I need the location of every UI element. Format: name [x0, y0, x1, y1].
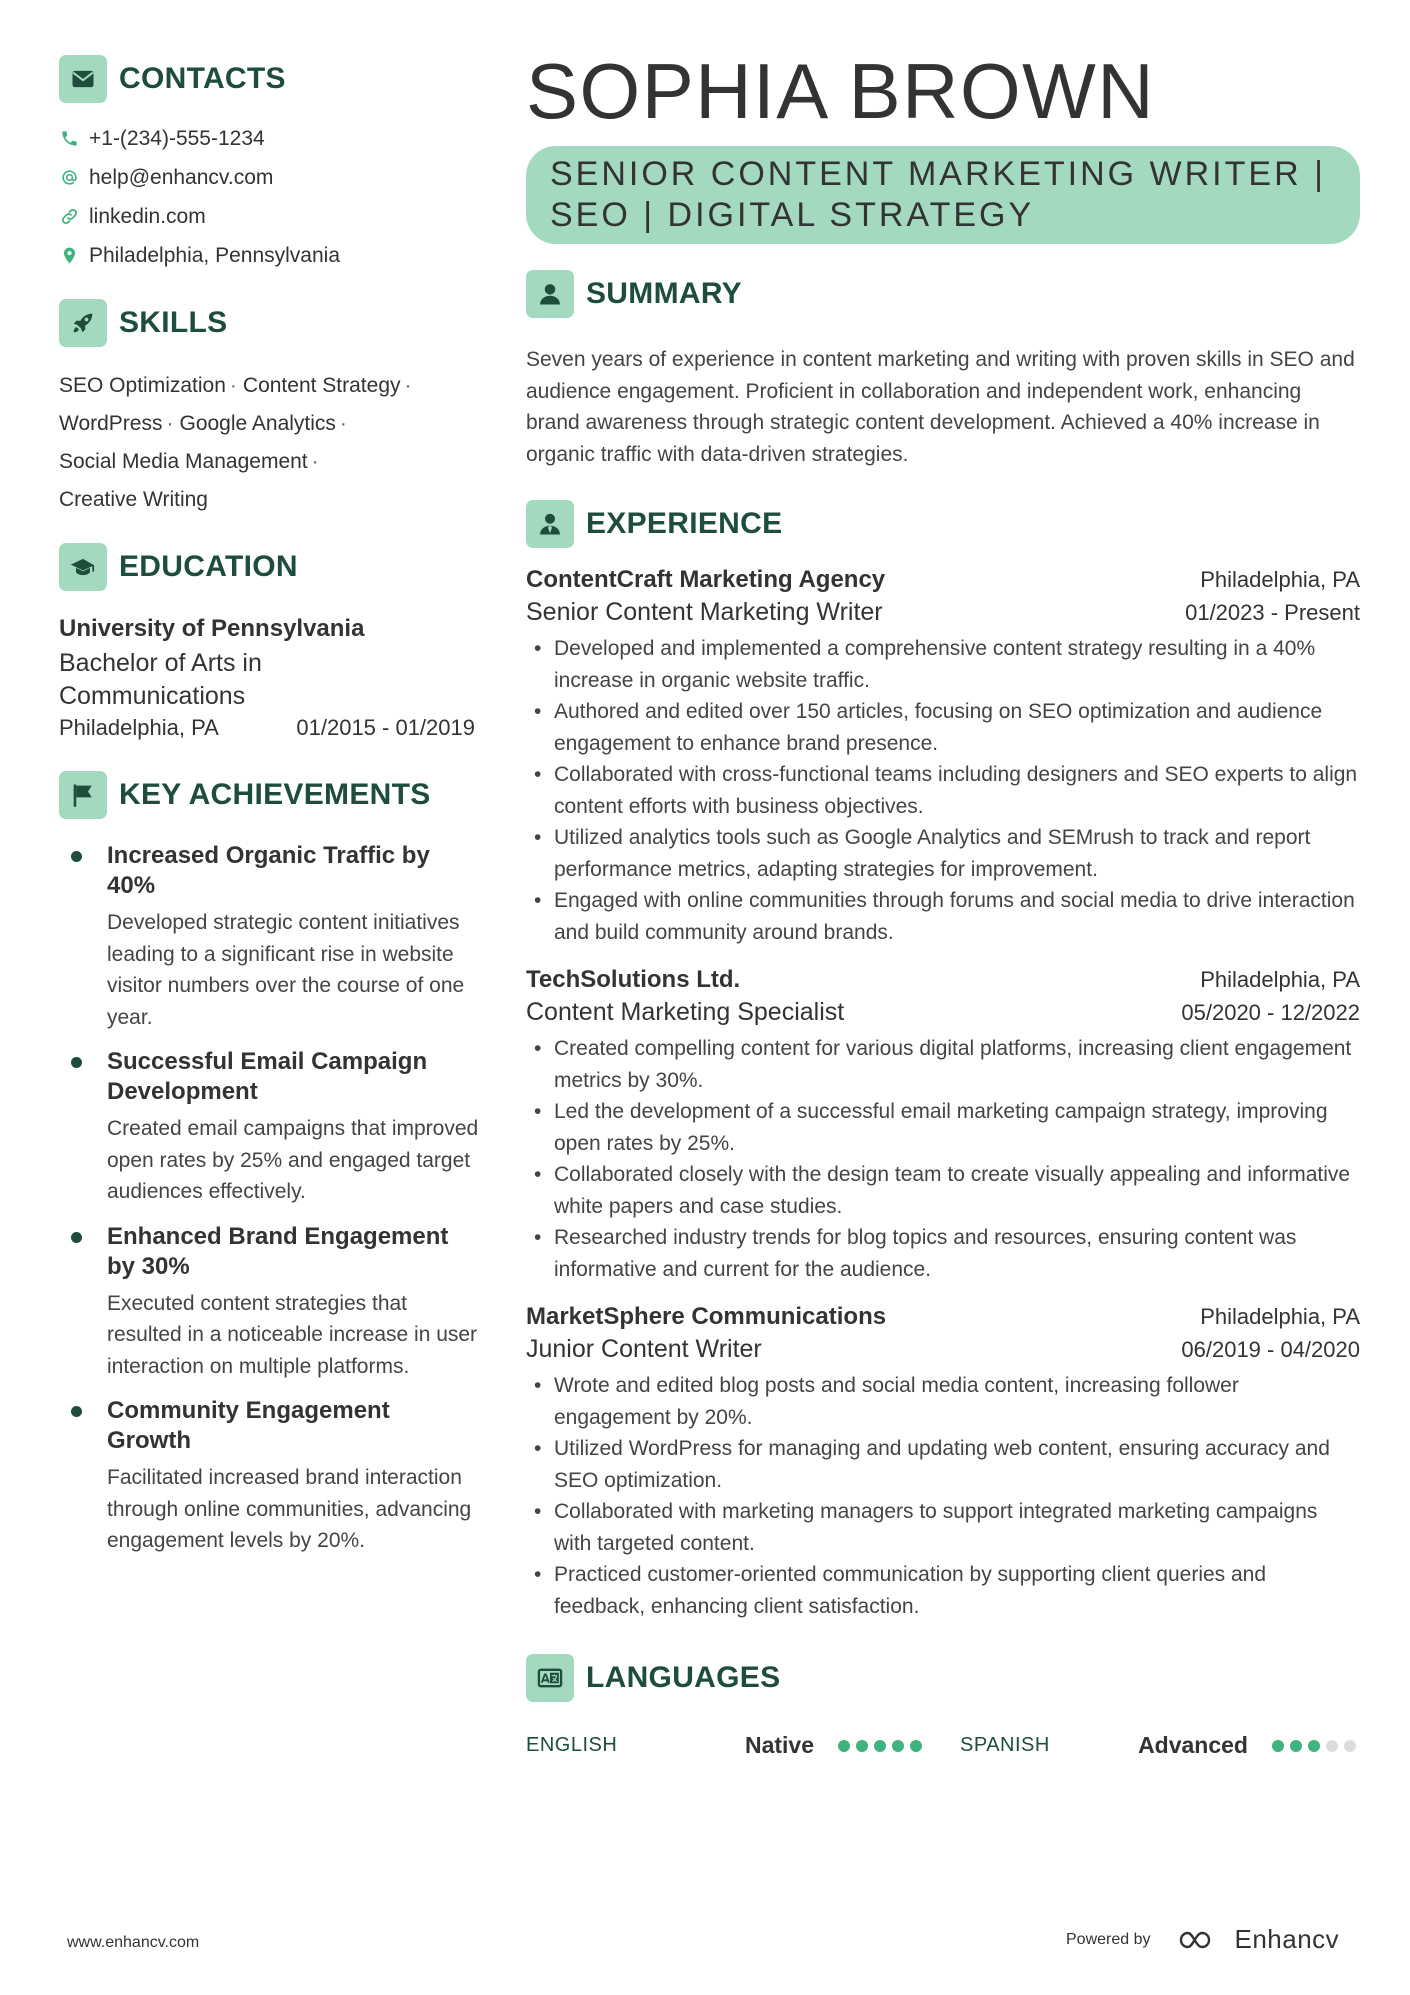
left-column: [59, 55, 479, 1571]
languages-list: [526, 1732, 1360, 1759]
rating-dot-filled-icon: [1290, 1740, 1302, 1752]
skill-item: Google Analytics: [179, 412, 336, 435]
rating-dot-filled-icon: [910, 1740, 922, 1752]
contact-email-text: help@enhancv.com: [89, 165, 274, 189]
bullet-dot-icon: [71, 1057, 82, 1068]
education-heading: [59, 543, 479, 591]
summary-title: SUMMARY: [586, 277, 742, 310]
rating-dot-filled-icon: [838, 1740, 850, 1752]
brand-name: Enhancv: [1234, 1924, 1340, 1954]
job-role: Content Marketing Specialist: [526, 998, 845, 1026]
contact-linkedin-text: linkedin.com: [89, 204, 206, 228]
contact-location: [59, 236, 479, 275]
education-location: Philadelphia, PA: [59, 715, 219, 740]
job-dates: 05/2020 - 12/2022: [1181, 1000, 1360, 1025]
right-column: [526, 48, 1360, 1759]
job-bullet: • Collaborated closely with the design team to create visually appealing and informative white papers and case studies.: [526, 1159, 1360, 1222]
achievement-item: [59, 1222, 479, 1383]
job-entry: [526, 1303, 1360, 1622]
achievement-desc: Developed strategic content initiatives leading to a significant rise in website visitor numbers over the course of one year.: [107, 911, 465, 1029]
job-bullet: • Utilized WordPress for managing and updating web content, ensuring accuracy and SEO optimization.: [526, 1433, 1360, 1496]
contacts-heading: [59, 55, 479, 103]
contact-location-text: Philadelphia, Pennsylvania: [89, 243, 341, 267]
job-entry: [526, 566, 1360, 948]
bullet-dot-icon: [71, 1406, 82, 1417]
candidate-name: SOPHIA BROWN: [526, 47, 1156, 135]
job-bullets: [526, 633, 1360, 948]
language-name: ENGLISH: [526, 1734, 618, 1756]
achievements-heading: [59, 771, 479, 819]
bullet-dot-icon: [71, 851, 82, 862]
contact-phone[interactable]: [59, 119, 479, 158]
job-bullet: • Utilized analytics tools such as Google Analytics and SEMrush to track and report performance metrics, adapting strategies for improvement.: [526, 822, 1360, 885]
skill-item: SEO Optimization: [59, 374, 226, 397]
language-name: SPANISH: [960, 1734, 1050, 1756]
enhancv-logo-icon: [1177, 1928, 1225, 1952]
achievement-title: Successful Email Campaign Development: [107, 1048, 428, 1105]
rating-dot-empty-icon: [1344, 1740, 1356, 1752]
contact-email[interactable]: [59, 158, 479, 197]
achievement-desc: Facilitated increased brand interaction through online communities, advancing engagement levels by 20%.: [107, 1466, 472, 1552]
job-header: [526, 1303, 1360, 1331]
languages-heading: [526, 1654, 1360, 1702]
job-subheader: [526, 998, 1360, 1027]
contacts-title: CONTACTS: [119, 62, 286, 95]
job-entry: [526, 966, 1360, 1285]
job-bullet: • Collaborated with marketing managers to support integrated marketing campaigns with targeted content.: [526, 1496, 1360, 1559]
link-icon: [59, 207, 79, 227]
location-pin-icon: [59, 246, 79, 266]
achievement-item: [59, 1396, 479, 1557]
language-level: Advanced: [1138, 1732, 1248, 1758]
experience-title: EXPERIENCE: [586, 507, 783, 540]
skill-item: Social Media Management: [59, 450, 308, 473]
user-icon: [526, 270, 574, 318]
contact-linkedin[interactable]: [59, 197, 479, 236]
achievement-item: [59, 841, 479, 1033]
achievements-title: KEY ACHIEVEMENTS: [119, 778, 431, 811]
skill-item: Content Strategy: [242, 374, 401, 397]
job-company: TechSolutions Ltd.: [526, 966, 741, 993]
language-icon: [526, 1654, 574, 1702]
language-item: [526, 1732, 922, 1759]
achievement-desc: Created email campaigns that improved open rates by 25% and engaged target audiences effectively.: [107, 1117, 479, 1203]
language-rating: [832, 1740, 922, 1752]
at-icon: [59, 168, 79, 188]
job-company: MarketSphere Communications: [526, 1303, 887, 1330]
powered-by-label: Powered by: [1066, 1930, 1151, 1948]
achievement-item: [59, 1047, 479, 1208]
candidate-title: SENIOR CONTENT MARKETING WRITER | SEO | DIGITAL STRATEGY: [526, 146, 1360, 244]
job-bullet: • Engaged with online communities through forums and social media to drive interaction and build community around brands.: [526, 885, 1360, 948]
rating-dot-filled-icon: [892, 1740, 904, 1752]
education-title: EDUCATION: [119, 550, 298, 583]
contact-list: [59, 119, 479, 275]
job-bullet: • Led the development of a successful email marketing campaign strategy, improving open rates by 25%.: [526, 1096, 1360, 1159]
language-level: Native: [744, 1732, 814, 1758]
skills-title: SKILLS: [119, 306, 228, 339]
rating-dot-filled-icon: [1308, 1740, 1320, 1752]
summary-heading: [526, 270, 1360, 318]
language-rating: [1266, 1740, 1356, 1752]
education-meta: [59, 715, 475, 741]
job-header: [526, 566, 1360, 594]
job-company: ContentCraft Marketing Agency: [526, 566, 886, 593]
job-bullets: [526, 1370, 1360, 1622]
job-bullet: • Created compelling content for various digital platforms, increasing client engagement metrics by 30%.: [526, 1033, 1360, 1096]
job-bullet: • Practiced customer-oriented communication by supporting client queries and feedback, enhancing client satisfaction.: [526, 1559, 1360, 1622]
job-bullet: • Wrote and edited blog posts and social media content, increasing follower engagement by 20%.: [526, 1370, 1360, 1433]
skill-item: Creative Writing: [59, 488, 208, 511]
job-subheader: [526, 598, 1360, 627]
languages-title: LANGUAGES: [586, 1661, 781, 1694]
achievement-desc: Executed content strategies that resulted in a noticeable increase in user interaction on multiple platforms.: [107, 1291, 478, 1378]
job-bullet: • Researched industry trends for blog topics and resources, ensuring content was informative and current for the audience.: [526, 1222, 1360, 1285]
bullet-dot-icon: [71, 1232, 82, 1243]
job-subheader: [526, 1335, 1360, 1364]
job-bullet: • Authored and edited over 150 articles, focusing on SEO optimization and audience engagement to enhance brand presence.: [526, 696, 1360, 759]
rating-dot-filled-icon: [856, 1740, 868, 1752]
flag-icon: [59, 771, 107, 819]
rating-dot-filled-icon: [874, 1740, 886, 1752]
job-location: Philadelphia, PA: [1200, 967, 1360, 992]
skills-heading: [59, 299, 479, 347]
job-role: Senior Content Marketing Writer: [526, 598, 883, 626]
achievements-list: [59, 841, 479, 1557]
graduation-cap-icon: [59, 543, 107, 591]
job-role: Junior Content Writer: [526, 1335, 762, 1363]
job-bullets: [526, 1033, 1360, 1285]
skills-list: SEO Optimization · Content Strategy · WordPress · Google Analytics · Social Media Management · Creative Writing: [59, 374, 412, 511]
job-location: Philadelphia, PA: [1200, 1304, 1360, 1329]
job-header: [526, 966, 1360, 994]
user-tie-icon: [526, 500, 574, 548]
achievement-title: Enhanced Brand Engagement by 30%: [107, 1222, 449, 1280]
envelope-icon: [59, 55, 107, 103]
achievement-title: Community Engagement Growth: [107, 1397, 390, 1454]
achievement-title: Increased Organic Traffic by 40%: [107, 842, 430, 899]
job-bullet: • Developed and implemented a comprehensive content strategy resulting in a 40% increase in organic website traffic.: [526, 633, 1360, 696]
rocket-icon: [59, 299, 107, 347]
job-dates: 06/2019 - 04/2020: [1181, 1337, 1360, 1362]
phone-icon: [59, 129, 79, 149]
education-dates: 01/2015 - 01/2019: [296, 715, 475, 740]
skill-item: WordPress: [59, 412, 163, 435]
contact-phone-text: +1-(234)-555-1234: [89, 126, 265, 150]
education-school: University of Pennsylvania: [59, 615, 365, 642]
rating-dot-empty-icon: [1326, 1740, 1338, 1752]
footer-brand[interactable]: [1066, 1924, 1339, 1955]
job-dates: 01/2023 - Present: [1185, 600, 1360, 625]
education-degree: Bachelor of Arts in Communications: [59, 649, 262, 710]
language-item: [960, 1732, 1356, 1759]
experience-heading: [526, 500, 1360, 548]
rating-dot-filled-icon: [1272, 1740, 1284, 1752]
job-bullet: • Collaborated with cross-functional teams including designers and SEO experts to align content efforts with business objectives.: [526, 759, 1360, 822]
footer-website[interactable]: www.enhancv.com: [67, 1934, 200, 1951]
job-location: Philadelphia, PA: [1200, 567, 1360, 592]
summary-text: Seven years of experience in content marketing and writing with proven skills in SEO and audience engagement. Proficient in collaboration and independent work, enhancing brand awareness through strategic content development. Achieved a 40% increase in organic traffic with data-driven strategies.: [526, 348, 1355, 466]
